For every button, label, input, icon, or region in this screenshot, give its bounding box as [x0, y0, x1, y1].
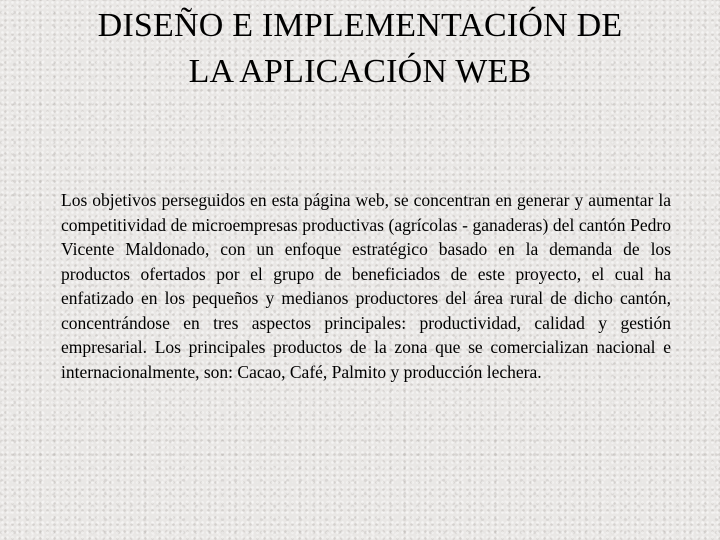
- title-line-2: LA APLICACIÓN WEB: [188, 53, 532, 90]
- body-paragraph: Los objetivos perseguidos en esta página web, se concentran en generar y aumentar la competitividad de microempresas productivas (agrícolas - ganaderas) del cantón Pedro Vicente Maldonado, con un enfoque estratégico basado en la demanda de los productos ofertados por el grupo de beneficiados de este proyecto, el cual ha enfatizado en los pequeños y medianos productores del área rural de dicho cantón, concentrándose en tres aspectos principales: productividad, calidad y gestión empresarial. Los principales productos de la zona que se comercializan nacional e internacionalmente, son: Cacao, Café, Palmito y producción lechera.: [61, 190, 671, 382]
- slide-title: [0, 3, 720, 95]
- title-line-1: DISEÑO E IMPLEMENTACIÓN DE: [97, 7, 623, 44]
